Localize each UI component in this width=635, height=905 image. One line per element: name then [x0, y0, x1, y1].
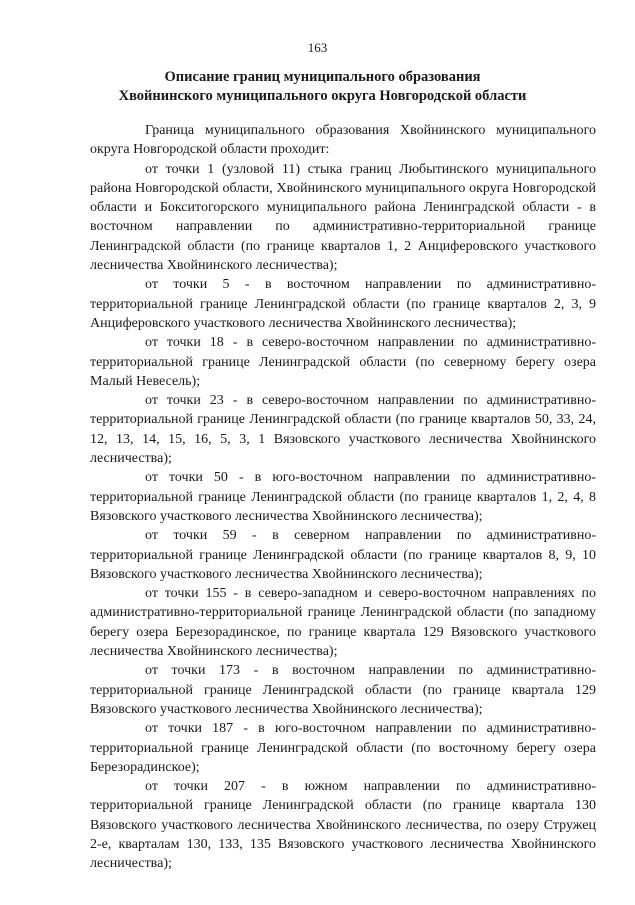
paragraph-point-50: от точки 50 - в юго-восточном направлении по административно-территориальной границе Ленинградской области (по границе кварталов 1, 2, 4, 8 Вязовского участкового лесничества Хвойнинского лесничества);: [90, 470, 596, 524]
paragraph-point-23: от точки 23 - в северо-восточном направлении по административно-территориальной границе Ленинградской области (по границе кварталов 50, 33, 24, 12, 13, 14, 15, 16, 5, 3, 1 Вязовского участкового лесничества Хвойнинского лесничества);: [90, 393, 596, 467]
paragraph-point-155: от точки 155 - в северо-западном и северо-восточном направлениях по административно-территориальной границе Ленинградской области (по западному берегу озера Березорадинское, по границе квартала 129 Вязовского участкового лесничества Хвойнинского лесничества);: [90, 586, 596, 660]
paragraph-point-187: от точки 187 - в юго-восточном направлении по административно-территориальной границе Ленинградской области (по восточному берегу озера Березорадинское);: [90, 721, 596, 775]
paragraph-point-173: от точки 173 - в восточном направлении по административно-территориальной границе Ленинградской области (по границе квартала 129 Вязовского участкового лесничества Хвойнинского лесничества);: [90, 663, 596, 717]
paragraph-point-5: от точки 5 - в восточном направлении по административно-территориальной границе Ленинградской области (по границе кварталов 2, 3, 9 Анциферовского участкового лесничества Хвойнинского лесничества);: [90, 277, 596, 331]
paragraph-intro: Граница муниципального образования Хвойнинского муниципального округа Новгородской области проходит:: [90, 123, 596, 158]
document-body: [90, 121, 596, 874]
paragraph-point-18: от точки 18 - в северо-восточном направлении по административно-территориальной границе Ленинградской области (по северному берегу озера Малый Невесель);: [90, 335, 596, 389]
paragraph-point-207: от точки 207 - в южном направлении по административно-территориальной границе Ленинградской области (по границе квартала 130 Вязовского участкового лесничества Хвойнинского лесничества, по озеру Стружец 2-е, кварталам 130, 133, 135 Вязовского участкового лесничества Хвойнинского лесничества);: [90, 779, 596, 872]
title-line-1: Описание границ муниципального образования: [164, 69, 481, 85]
paragraph-point-1: от точки 1 (узловой 11) стыка границ Любытинского муниципального района Новгородской области, Хвойнинского муниципального округа Новгородской области и Бокситогорского муниципального района Ленинградской области - в восточном направлении по административно-территориальной границе Ленинградской области (по границе кварталов 1, 2 Анциферовского участкового лесничества Хвойнинского лесничества);: [90, 161, 596, 274]
paragraph-point-59: от точки 59 - в северном направлении по административно-территориальной границе Ленинградской области (по границе кварталов 8, 9, 10 Вязовского участкового лесничества Хвойнинского лесничества);: [90, 528, 596, 582]
title-line-2: Хвойнинского муниципального округа Новгородской области: [118, 88, 527, 104]
page-number: 163: [307, 40, 328, 55]
document-title: [80, 68, 565, 106]
